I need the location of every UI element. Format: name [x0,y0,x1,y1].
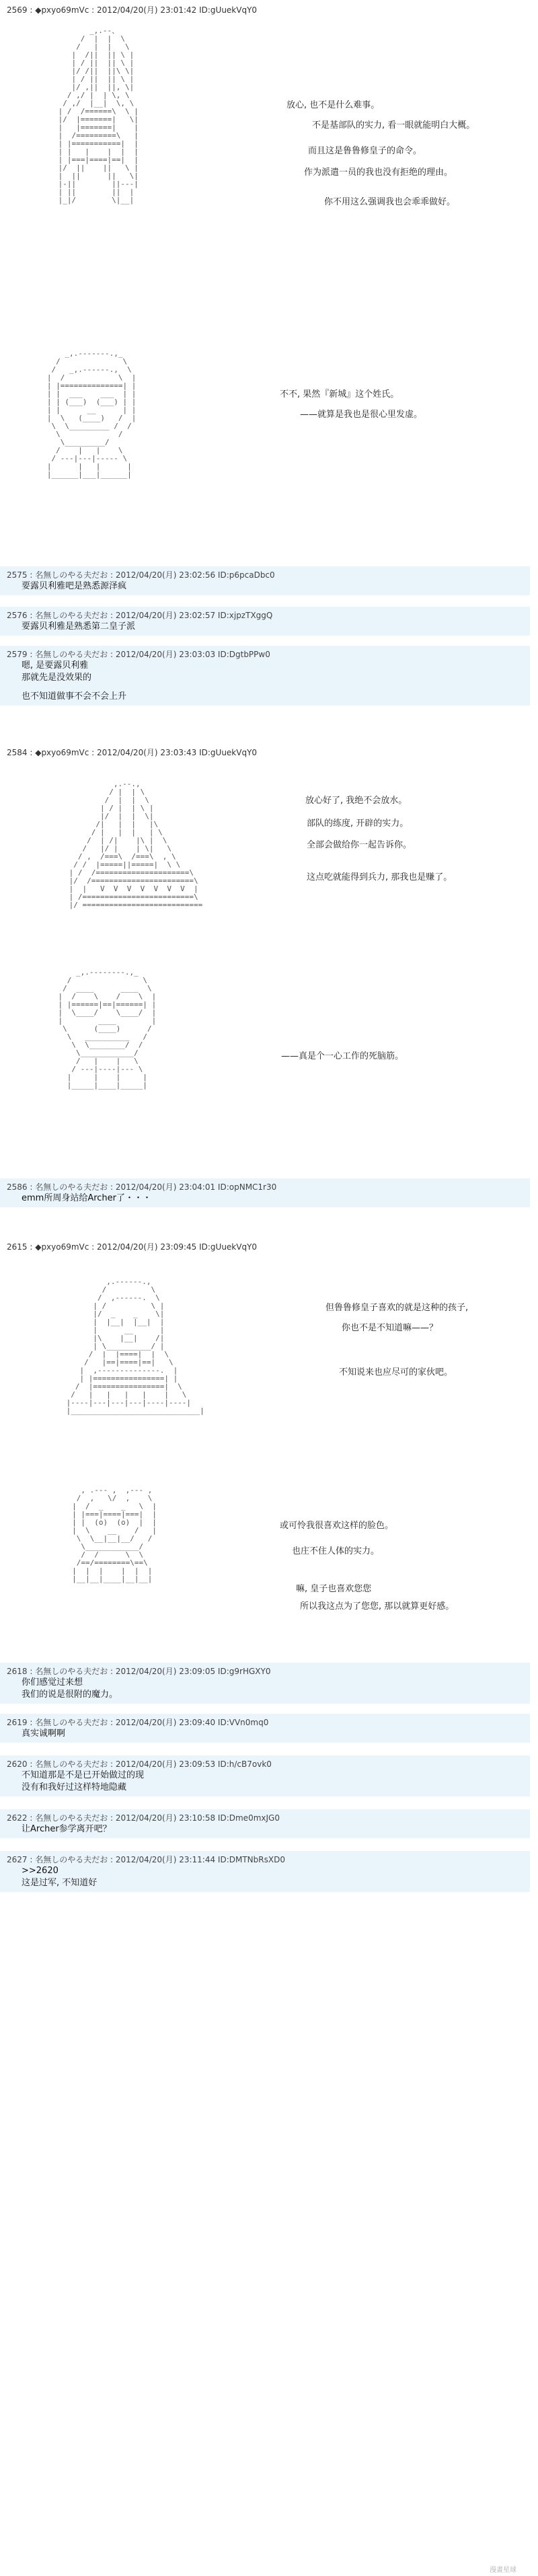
dialog-line: ——真是个一心工作的死脑筋。 [281,1051,404,1061]
dialog-line: 这点吃就能得到兵力, 那我也是赚了。 [307,872,453,882]
post-2615 [7,1241,518,1252]
ascii-art-character: _,.--、 / | | \ / | | \ | /|| || \ | | / || || \ | |/ /|| ||\ \| | / || || \ | |/ ,|| ||, \| / ,/ | | \, \ / ,/ |__| \, \ | / /======\ \ | |/ |=======| \| | |=======| | | /=========\ | | |===========| | | | | | | | | |===|====|==| | |/ || || \ | | || || \| |-|| ||---| | || || | |_|/ \|__| [58,27,139,204]
dialog-line: 但鲁鲁修皇子喜欢的就是这种的孩子, [325,1303,469,1313]
post-2584 [7,747,518,758]
dialog-line: 作为派遣一员的我也没有拒绝的理由。 [304,167,453,178]
reply-line: 不知道那是不是已开始做过的现 [22,1770,145,1780]
post-2569 [7,4,518,15]
post-header: 2586 : 名無しのやる夫だお : 2012/04/20(月) 23:04:01 ID:opNMC1r30 [7,1182,277,1192]
site-watermark: 漫畫星球 [490,2567,516,2574]
ascii-art-character: ,.------., / \ / ,------. \ | / \ | |/ _ _ \| | |__| |__| | | __ | |\ |__| /| | \__________/ | / | |====| | \ / |==|====|==| \ | ,--------------. | | |================| | / |================| \ / | | | | | \ |----|---|---|---|----|----| |_____________________________| [66,1278,204,1415]
dialog-line: 你不用这么强调我也会乖乖做好。 [324,197,456,207]
reply-line: 真实诚啊啊 [22,1729,66,1739]
reply-line: emm所周身站给Archer了・・・ [22,1193,152,1203]
dialog-line: 全部会做给你一起告诉你。 [307,840,412,850]
reply-2575 [0,566,530,595]
dialog-line: 或可怜我很喜欢这样的脸色。 [280,1521,394,1531]
post-header: 2618 : 名無しのやる夫だお : 2012/04/20(月) 23:09:05 ID:g9rHGXY0 [7,1667,271,1676]
post-header: 2569 : ◆pxyo69mVc : 2012/04/20(月) 23:01:42 ID:gUuekVqY0 [7,5,258,15]
dialog-line: 也庄不住人体的实力。 [292,1546,380,1556]
dialog-line: 不是基部队的实力, 看一眼就能明白大概。 [312,120,475,130]
post-header: 2620 : 名無しのやる夫だお : 2012/04/20(月) 23:09:53 ID:h/cB7ovk0 [7,1759,272,1769]
reply-line: 这是过军, 不知道好 [22,1878,98,1888]
dialog-line: 嘛, 皇子也喜欢您您 [296,1584,372,1594]
reply-line: 那就先是没效果的 [22,673,92,683]
reply-line: 我们的说是很附的魔力。 [22,1690,118,1700]
reply-2622 [0,1809,530,1838]
dialog-line: 不知说来也应尽可的家伙吧。 [339,1367,453,1377]
post-header: 2615 : ◆pxyo69mVc : 2012/04/20(月) 23:09:45 ID:gUuekVqY0 [7,1242,258,1252]
reply-line: 要露贝利雅是熟悉第二皇子派 [22,621,136,632]
ascii-art-character: _,.-------.,_ / \ / _,.------., \ | / \ | | |==============| | | | ___ ___ | | | | (___) (___) | | | | __ | | | \ (____) / | \ \_________ / / \ / \_________/ / | | \ / ---|---|----- \ | | | | |______|___|______| [46,350,137,479]
reply-line: 没有和我好过这样特地隐藏 [22,1782,127,1792]
ascii-art-character: , .--- , ,--- , / , \/ , \ | / _ _ \ | | |===|====|===| | | | (o) (o) | | | \ __ / | \ \__|__|__/ / \____________/ / / \ \ /==/========\==\ | | | | | | |__|__|____|__|__| [72,1486,157,1583]
ascii-art-character: _,.--------.,_ / \ / ____ ____ \ | / \ / \ | | |======|==|======| | | \____/ \____/ | | ____ | \ (____) / \ __________ / \ \________/ / \____________/ / | | \ / ---|----|--- \ | | | | |_____|____|_____| [58,969,157,1090]
post-header: 2619 : 名無しのやる夫だお : 2012/04/20(月) 23:09:40 ID:VVn0mq0 [7,1718,269,1727]
reply-2576 [0,607,530,636]
dialog-line: 放心好了, 我绝不会放水。 [305,796,408,806]
reply-2627 [0,1851,530,1892]
post-header: 2579 : 名無しのやる夫だお : 2012/04/20(月) 23:03:03 ID:DgtbPPw0 [7,650,270,659]
reply-2586 [0,1178,530,1207]
ascii-art-character: ,.--., / | | \ / | | \ | / | | \ | |/ | | \| /| | | |\ / | | | | \ / | /| |\ | \ / |/ | | \| \ / , /===\ /===\ , \ / / |=====||=====| \ \ | / /=====================\ |/ /=======================\ | | V V V V V V V | | /=========================\ |/ =========================== [69,780,203,909]
reply-line: 要露贝利雅吧是熟悉源泽疯 [22,581,127,591]
dialog-line: 部队的练度, 开辟的实力。 [307,819,409,829]
dialog-line: 而且这是鲁鲁修皇子的命令。 [308,146,422,156]
dialog-line: 所以我这点为了您您, 那以就算更好感。 [300,1601,455,1612]
dialog-line: 你也不是不知道嘛——？ [342,1323,438,1333]
reply-line: 也不知道做事不会不会上升 [22,691,127,702]
post-header: 2627 : 名無しのやる夫だお : 2012/04/20(月) 23:11:44 ID:DMTNbRsXD0 [7,1855,285,1864]
reply-2618 [0,1663,530,1704]
dialog-line: 放心, 也不是什么难事。 [286,100,380,110]
reply-line: 嗯, 是要露贝利雅 [22,660,89,671]
post-header: 2584 : ◆pxyo69mVc : 2012/04/20(月) 23:03:43 ID:gUuekVqY0 [7,748,258,757]
reply-line: 让Archer参学离开吧？ [22,1824,112,1834]
reply-2579 [0,646,530,706]
reply-2619 [0,1714,530,1743]
dialog-line: 不不, 果然『新城』这个姓氏。 [280,389,399,400]
reply-line: 你们感觉过来想 [22,1677,83,1688]
post-header: 2622 : 名無しのやる夫だお : 2012/04/20(月) 23:10:58 ID:Dme0mxJG0 [7,1813,280,1823]
reply-line: >>2620 [22,1866,59,1876]
dialog-line: ——就算是我也是很心里发虚。 [300,410,423,420]
reply-2620 [0,1755,530,1796]
post-header: 2576 : 名無しのやる夫だお : 2012/04/20(月) 23:02:57 ID:xjpzTXggQ [7,611,273,620]
post-header: 2575 : 名無しのやる夫だお : 2012/04/20(月) 23:02:56 ID:p6pcaDbc0 [7,570,275,580]
